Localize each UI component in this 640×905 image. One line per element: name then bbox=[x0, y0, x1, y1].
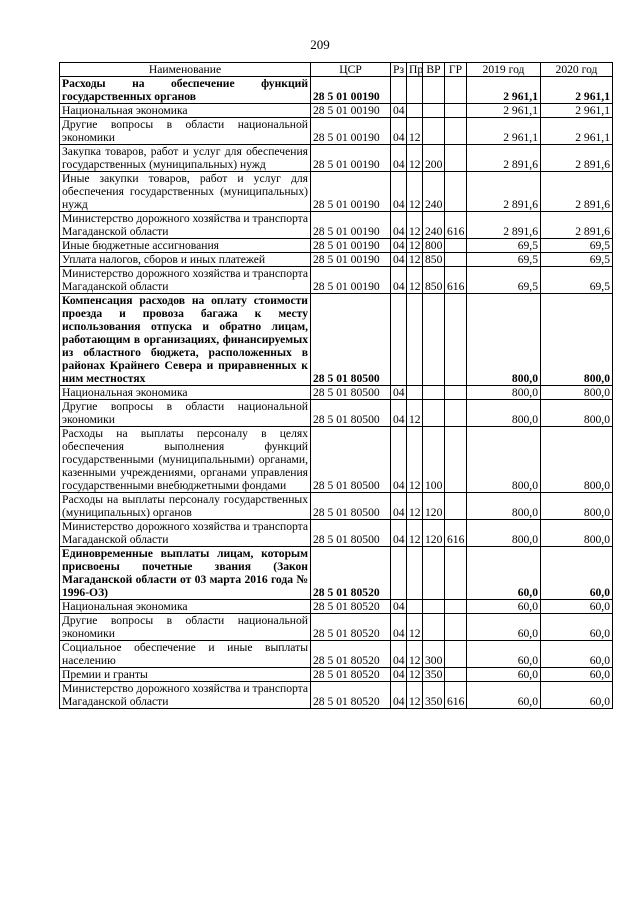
row-gr-cell: 616 bbox=[445, 520, 467, 547]
row-rz-cell: 04 bbox=[391, 239, 407, 253]
row-vr-cell: 850 bbox=[423, 253, 445, 267]
row-gr-cell bbox=[445, 172, 467, 212]
row-vr-cell: 120 bbox=[423, 520, 445, 547]
row-name-cell: Расходы на выплаты персоналу в целях обеспечения выполнения функций государственными (муниципальными) органами, казенными учреждениями, органами управления государственными внебюджетными фондами bbox=[60, 427, 311, 493]
row-vr-cell: 240 bbox=[423, 172, 445, 212]
row-2020-cell: 2 961,1 bbox=[541, 118, 613, 145]
row-pr-cell: 12 bbox=[407, 614, 423, 641]
row-vr-cell bbox=[423, 386, 445, 400]
table-header-row bbox=[60, 63, 613, 77]
row-2020-cell: 800,0 bbox=[541, 493, 613, 520]
row-vr-cell: 850 bbox=[423, 267, 445, 294]
row-rz-cell: 04 bbox=[391, 641, 407, 668]
table-row bbox=[60, 614, 613, 641]
table-row bbox=[60, 400, 613, 427]
row-gr-cell bbox=[445, 77, 467, 104]
row-gr-cell bbox=[445, 400, 467, 427]
row-name-cell: Министерство дорожного хозяйства и транспорта Магаданской области bbox=[60, 682, 311, 709]
row-name-cell: Национальная экономика bbox=[60, 386, 311, 400]
row-gr-cell bbox=[445, 547, 467, 600]
row-2020-cell: 60,0 bbox=[541, 682, 613, 709]
header-pr: Пр bbox=[407, 63, 423, 77]
row-gr-cell bbox=[445, 641, 467, 668]
row-2020-cell: 800,0 bbox=[541, 386, 613, 400]
row-pr-cell: 12 bbox=[407, 253, 423, 267]
row-2019-cell: 60,0 bbox=[467, 668, 541, 682]
table-row bbox=[60, 427, 613, 493]
header-rz: Рз bbox=[391, 63, 407, 77]
row-gr-cell bbox=[445, 104, 467, 118]
row-name-cell: Компенсация расходов на оплату стоимости проезда и провоза багажа к месту использования отпуска и обратно лицам, работающим в организациях, финансируемых из областного бюджета, расположенных в районах Крайнего Севера и приравненных к ним местностях bbox=[60, 294, 311, 386]
row-name-cell: Другие вопросы в области национальной экономики bbox=[60, 118, 311, 145]
row-rz-cell: 04 bbox=[391, 600, 407, 614]
row-2019-cell: 800,0 bbox=[467, 493, 541, 520]
row-name-cell: Министерство дорожного хозяйства и транспорта Магаданской области bbox=[60, 267, 311, 294]
row-gr-cell bbox=[445, 253, 467, 267]
table-row bbox=[60, 493, 613, 520]
table-row bbox=[60, 145, 613, 172]
row-vr-cell: 120 bbox=[423, 493, 445, 520]
row-2020-cell: 800,0 bbox=[541, 294, 613, 386]
row-rz-cell: 04 bbox=[391, 145, 407, 172]
row-pr-cell: 12 bbox=[407, 682, 423, 709]
row-csr-cell: 28 5 01 80520 bbox=[311, 682, 391, 709]
row-csr-cell: 28 5 01 00190 bbox=[311, 145, 391, 172]
row-name-cell: Закупка товаров, работ и услуг для обеспечения государственных (муниципальных) нужд bbox=[60, 145, 311, 172]
row-csr-cell: 28 5 01 80500 bbox=[311, 427, 391, 493]
header-csr: ЦСР bbox=[311, 63, 391, 77]
row-rz-cell: 04 bbox=[391, 104, 407, 118]
row-gr-cell: 616 bbox=[445, 267, 467, 294]
row-rz-cell: 04 bbox=[391, 172, 407, 212]
row-name-cell: Другие вопросы в области национальной экономики bbox=[60, 614, 311, 641]
table-row bbox=[60, 172, 613, 212]
row-2019-cell: 60,0 bbox=[467, 614, 541, 641]
row-rz-cell: 04 bbox=[391, 614, 407, 641]
row-name-cell: Иные закупки товаров, работ и услуг для обеспечения государственных (муниципальных) нужд bbox=[60, 172, 311, 212]
row-csr-cell: 28 5 01 80520 bbox=[311, 668, 391, 682]
table-row bbox=[60, 600, 613, 614]
row-2020-cell: 60,0 bbox=[541, 641, 613, 668]
table-row bbox=[60, 104, 613, 118]
row-gr-cell bbox=[445, 614, 467, 641]
row-2020-cell: 2 961,1 bbox=[541, 77, 613, 104]
row-rz-cell: 04 bbox=[391, 267, 407, 294]
row-gr-cell bbox=[445, 145, 467, 172]
header-2019: 2019 год bbox=[467, 63, 541, 77]
row-2020-cell: 2 891,6 bbox=[541, 212, 613, 239]
table-row bbox=[60, 641, 613, 668]
row-pr-cell: 12 bbox=[407, 400, 423, 427]
row-csr-cell: 28 5 01 80500 bbox=[311, 294, 391, 386]
row-rz-cell: 04 bbox=[391, 386, 407, 400]
table-row bbox=[60, 77, 613, 104]
row-rz-cell bbox=[391, 294, 407, 386]
row-2019-cell: 60,0 bbox=[467, 600, 541, 614]
row-pr-cell: 12 bbox=[407, 520, 423, 547]
row-rz-cell: 04 bbox=[391, 212, 407, 239]
table-row bbox=[60, 547, 613, 600]
row-rz-cell: 04 bbox=[391, 493, 407, 520]
row-2020-cell: 2 961,1 bbox=[541, 104, 613, 118]
row-2019-cell: 2 891,6 bbox=[467, 145, 541, 172]
row-vr-cell bbox=[423, 547, 445, 600]
row-csr-cell: 28 5 01 00190 bbox=[311, 172, 391, 212]
row-pr-cell: 12 bbox=[407, 239, 423, 253]
row-csr-cell: 28 5 01 00190 bbox=[311, 239, 391, 253]
page-number: 209 bbox=[310, 37, 330, 52]
row-name-cell: Другие вопросы в области национальной экономики bbox=[60, 400, 311, 427]
row-vr-cell: 350 bbox=[423, 668, 445, 682]
table-row bbox=[60, 520, 613, 547]
row-2020-cell: 2 891,6 bbox=[541, 145, 613, 172]
row-rz-cell: 04 bbox=[391, 668, 407, 682]
row-pr-cell: 12 bbox=[407, 427, 423, 493]
budget-table bbox=[59, 62, 613, 709]
row-pr-cell: 12 bbox=[407, 145, 423, 172]
row-rz-cell: 04 bbox=[391, 682, 407, 709]
row-pr-cell: 12 bbox=[407, 493, 423, 520]
row-pr-cell bbox=[407, 547, 423, 600]
row-2019-cell: 800,0 bbox=[467, 294, 541, 386]
row-2019-cell: 69,5 bbox=[467, 239, 541, 253]
row-vr-cell: 200 bbox=[423, 145, 445, 172]
row-pr-cell: 12 bbox=[407, 267, 423, 294]
row-2020-cell: 800,0 bbox=[541, 400, 613, 427]
row-gr-cell bbox=[445, 427, 467, 493]
row-csr-cell: 28 5 01 80520 bbox=[311, 547, 391, 600]
row-pr-cell: 12 bbox=[407, 118, 423, 145]
row-pr-cell: 12 bbox=[407, 212, 423, 239]
row-gr-cell bbox=[445, 600, 467, 614]
row-name-cell: Расходы на выплаты персоналу государственных (муниципальных) органов bbox=[60, 493, 311, 520]
row-vr-cell: 800 bbox=[423, 239, 445, 253]
row-2019-cell: 800,0 bbox=[467, 427, 541, 493]
row-2019-cell: 800,0 bbox=[467, 400, 541, 427]
header-vr: ВР bbox=[423, 63, 445, 77]
row-2019-cell: 69,5 bbox=[467, 253, 541, 267]
row-2020-cell: 800,0 bbox=[541, 520, 613, 547]
table-body bbox=[60, 77, 613, 709]
row-2019-cell: 60,0 bbox=[467, 682, 541, 709]
table-row bbox=[60, 253, 613, 267]
row-2019-cell: 800,0 bbox=[467, 386, 541, 400]
table-row bbox=[60, 668, 613, 682]
table-row bbox=[60, 267, 613, 294]
row-name-cell: Министерство дорожного хозяйства и транспорта Магаданской области bbox=[60, 212, 311, 239]
row-vr-cell bbox=[423, 118, 445, 145]
row-name-cell: Социальное обеспечение и иные выплаты населению bbox=[60, 641, 311, 668]
row-vr-cell bbox=[423, 104, 445, 118]
row-2020-cell: 2 891,6 bbox=[541, 172, 613, 212]
row-pr-cell: 12 bbox=[407, 641, 423, 668]
row-csr-cell: 28 5 01 80500 bbox=[311, 520, 391, 547]
row-2020-cell: 60,0 bbox=[541, 600, 613, 614]
row-csr-cell: 28 5 01 80500 bbox=[311, 386, 391, 400]
row-2020-cell: 69,5 bbox=[541, 253, 613, 267]
row-2020-cell: 69,5 bbox=[541, 267, 613, 294]
row-pr-cell bbox=[407, 294, 423, 386]
row-gr-cell bbox=[445, 239, 467, 253]
row-pr-cell bbox=[407, 104, 423, 118]
row-csr-cell: 28 5 01 80500 bbox=[311, 493, 391, 520]
row-pr-cell bbox=[407, 386, 423, 400]
row-rz-cell bbox=[391, 77, 407, 104]
row-vr-cell: 240 bbox=[423, 212, 445, 239]
row-name-cell: Министерство дорожного хозяйства и транспорта Магаданской области bbox=[60, 520, 311, 547]
table-row bbox=[60, 682, 613, 709]
row-2020-cell: 800,0 bbox=[541, 427, 613, 493]
row-vr-cell bbox=[423, 77, 445, 104]
row-name-cell: Национальная экономика bbox=[60, 600, 311, 614]
row-name-cell: Иные бюджетные ассигнования bbox=[60, 239, 311, 253]
row-rz-cell: 04 bbox=[391, 427, 407, 493]
row-gr-cell bbox=[445, 118, 467, 145]
row-2019-cell: 60,0 bbox=[467, 641, 541, 668]
table-row bbox=[60, 118, 613, 145]
row-2019-cell: 2 961,1 bbox=[467, 77, 541, 104]
row-csr-cell: 28 5 01 00190 bbox=[311, 118, 391, 145]
row-csr-cell: 28 5 01 00190 bbox=[311, 267, 391, 294]
row-pr-cell bbox=[407, 600, 423, 614]
row-rz-cell: 04 bbox=[391, 400, 407, 427]
row-csr-cell: 28 5 01 80520 bbox=[311, 600, 391, 614]
row-rz-cell bbox=[391, 547, 407, 600]
row-gr-cell bbox=[445, 294, 467, 386]
row-2019-cell: 69,5 bbox=[467, 267, 541, 294]
row-vr-cell bbox=[423, 294, 445, 386]
header-2020: 2020 год bbox=[541, 63, 613, 77]
table-row bbox=[60, 212, 613, 239]
row-pr-cell: 12 bbox=[407, 668, 423, 682]
table-row bbox=[60, 294, 613, 386]
row-vr-cell bbox=[423, 614, 445, 641]
row-pr-cell: 12 bbox=[407, 172, 423, 212]
row-gr-cell: 616 bbox=[445, 212, 467, 239]
row-csr-cell: 28 5 01 00190 bbox=[311, 253, 391, 267]
row-2019-cell: 2 961,1 bbox=[467, 104, 541, 118]
row-csr-cell: 28 5 01 80520 bbox=[311, 614, 391, 641]
row-csr-cell: 28 5 01 80500 bbox=[311, 400, 391, 427]
row-2020-cell: 60,0 bbox=[541, 547, 613, 600]
row-rz-cell: 04 bbox=[391, 253, 407, 267]
row-name-cell: Премии и гранты bbox=[60, 668, 311, 682]
header-name: Наименование bbox=[60, 63, 311, 77]
row-2020-cell: 60,0 bbox=[541, 614, 613, 641]
header-gr: ГР bbox=[445, 63, 467, 77]
row-name-cell: Единовременные выплаты лицам, которым присвоены почетные звания (Закон Магаданской области от 03 марта 2016 года № 1996-ОЗ) bbox=[60, 547, 311, 600]
row-name-cell: Расходы на обеспечение функций государственных органов bbox=[60, 77, 311, 104]
row-csr-cell: 28 5 01 00190 bbox=[311, 77, 391, 104]
table-row bbox=[60, 386, 613, 400]
row-2019-cell: 2 891,6 bbox=[467, 172, 541, 212]
table-row bbox=[60, 239, 613, 253]
row-name-cell: Уплата налогов, сборов и иных платежей bbox=[60, 253, 311, 267]
row-2019-cell: 2 891,6 bbox=[467, 212, 541, 239]
row-gr-cell bbox=[445, 493, 467, 520]
row-2019-cell: 800,0 bbox=[467, 520, 541, 547]
row-rz-cell: 04 bbox=[391, 520, 407, 547]
row-2019-cell: 2 961,1 bbox=[467, 118, 541, 145]
row-2019-cell: 60,0 bbox=[467, 547, 541, 600]
row-csr-cell: 28 5 01 80520 bbox=[311, 641, 391, 668]
row-rz-cell: 04 bbox=[391, 118, 407, 145]
row-2020-cell: 69,5 bbox=[541, 239, 613, 253]
row-gr-cell: 616 bbox=[445, 682, 467, 709]
row-vr-cell: 350 bbox=[423, 682, 445, 709]
row-vr-cell bbox=[423, 400, 445, 427]
row-gr-cell bbox=[445, 386, 467, 400]
row-2020-cell: 60,0 bbox=[541, 668, 613, 682]
row-vr-cell: 100 bbox=[423, 427, 445, 493]
row-name-cell: Национальная экономика bbox=[60, 104, 311, 118]
row-pr-cell bbox=[407, 77, 423, 104]
row-csr-cell: 28 5 01 00190 bbox=[311, 104, 391, 118]
row-vr-cell bbox=[423, 600, 445, 614]
row-vr-cell: 300 bbox=[423, 641, 445, 668]
row-gr-cell bbox=[445, 668, 467, 682]
row-csr-cell: 28 5 01 00190 bbox=[311, 212, 391, 239]
